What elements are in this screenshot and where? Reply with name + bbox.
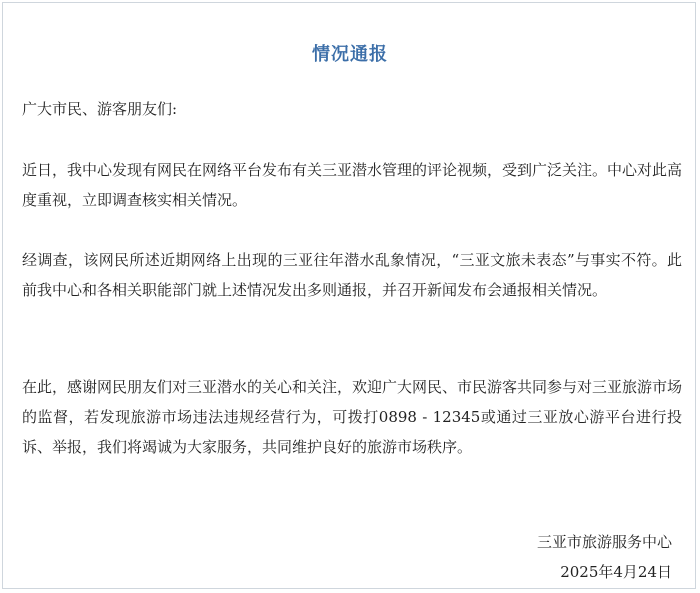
document-title: 情况通报 <box>312 44 388 65</box>
paragraph-3: 在此，感谢网民朋友们对三亚潜水的关心和关注，欢迎广大网民、市民游客共同参与对三亚旅游市场的监督，若发现旅游市场违法违规经营行为，可拨打0898 - 12345或通过三亚放心游平台进行投诉、举报，我们将竭诚为大家服务，共同维护良好的旅游市场秩序。 <box>22 378 683 456</box>
paragraph-1: 近日，我中心发现有网民在网络平台发布有关三亚潜水管理的评论视频，受到广泛关注。中心对此高度重视，立即调查核实相关情况。 <box>22 161 683 209</box>
signature-organization: 三亚市旅游服务中心 <box>536 533 672 551</box>
paragraph-2: 经调查，该网民所述近期网络上出现的三亚往年潜水乱象情况，“三亚文旅未表态”与事实不符。此前我中心和各相关职能部门就上述情况发出多则通报，并召开新闻发布会通报相关情况。 <box>22 251 682 299</box>
signature-date: 2025年4月24日 <box>560 563 672 581</box>
greeting: 广大市民、游客朋友们: <box>22 100 178 118</box>
signature-block <box>537 527 672 587</box>
